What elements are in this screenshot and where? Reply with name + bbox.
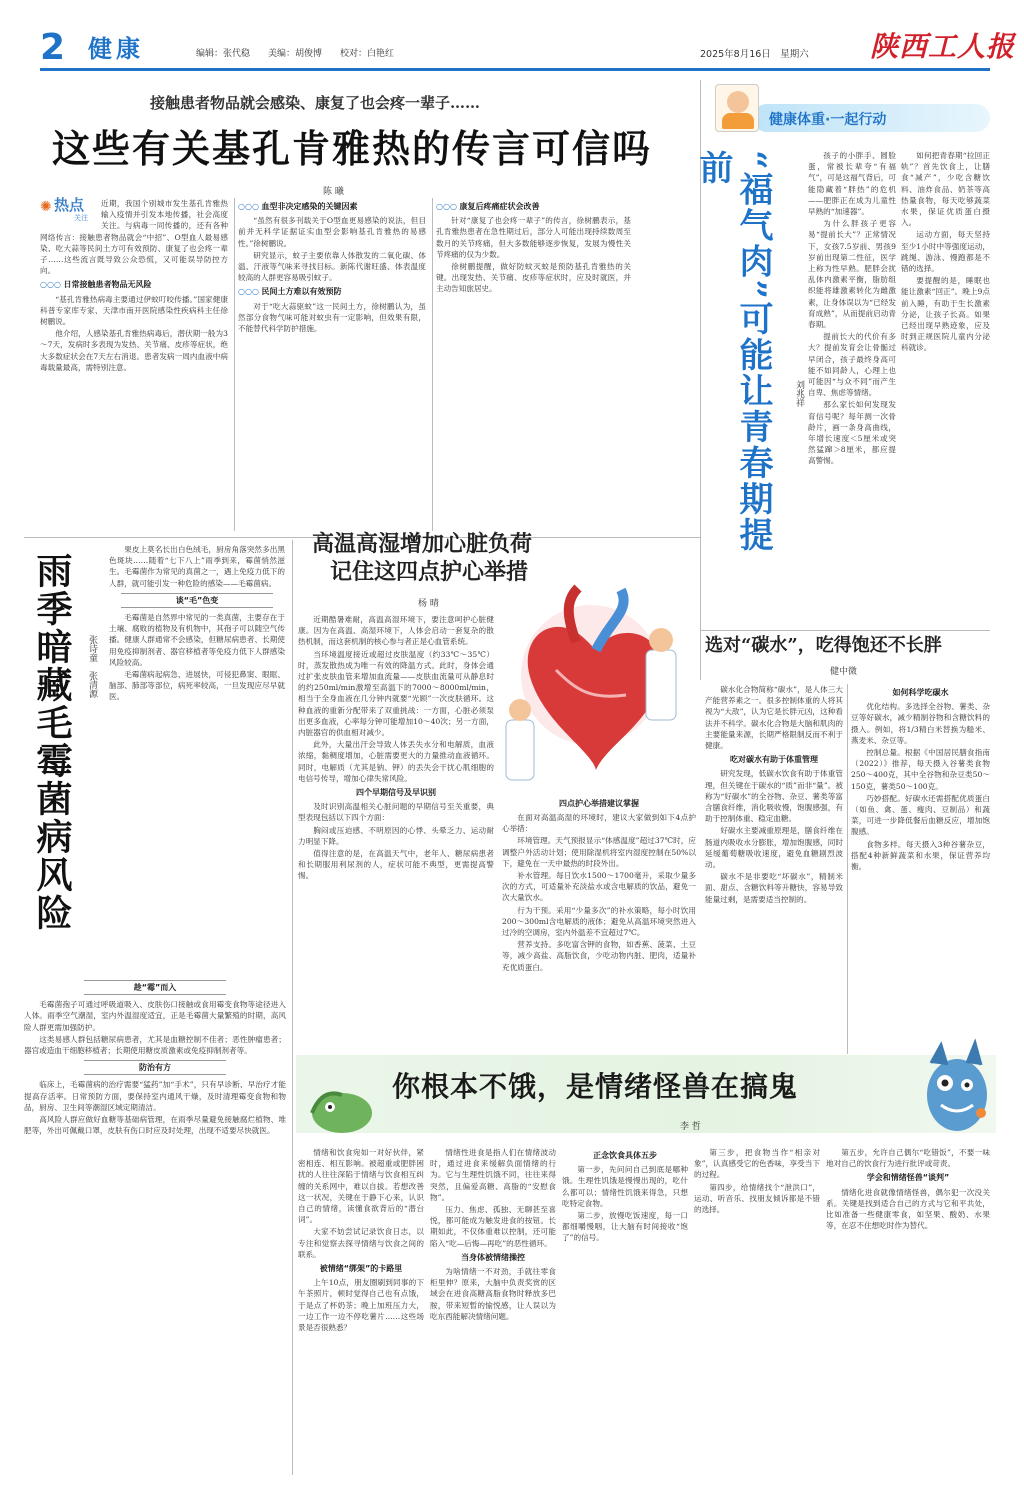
article-author: 健中微 <box>830 667 858 677</box>
paragraph: 行为干预。采用“少量多次”的补水策略，每小时饮用200～300ml含电解质的液体；避免从高温环境突然进入过冷的空调房，室内外温差不宜超过7℃。 <box>502 905 696 938</box>
article-kicker: 接触患者物品就会感染、康复了也会疼一辈子…… <box>150 94 481 112</box>
paragraph: 碳水化合物简称“碳水”，是人体三大产能营养素之一。很多控制体重的人将其视为“大敌”，认为它是长胖元凶，这种看法并不科学。碳水化合物是大脑和肌肉的主要能量来源，长期严格限制反而不利于健康。 <box>705 685 843 751</box>
paragraph: 营养支持。多吃富含钾的食物，如香蕉、菠菜、土豆等，减少高盐、高脂饮食，少吃动物内脏、肥肉，适量补充优质蛋白。 <box>502 940 696 972</box>
lead-paragraph: 近期，我国个别城市发生基孔肯雅热输入疫情并引发本地传播，社会高度关注。与病毒一同传播的，还有各种网络传言：接触患者物品就会“中招”、O型血人最易感染、吃大蒜等民间土方可有效预防、康复了也会疼一辈子……这些流言既导致公众恐慌，又可能误导防控方向。 <box>40 199 228 276</box>
vertical-title: 雨季暗藏毛霉菌病风险 <box>31 552 73 932</box>
paragraph: 此外，大量出汗会导致人体丢失水分和电解质，血液浓缩，黏稠度增加，心脏需要更大的力量推动血液循环。同时，电解质（尤其是钠、钾）的丢失会干扰心肌细胞的电信号传导，增加心律失常风险。 <box>298 740 494 783</box>
subheading-2: 当身体被情绪操控 <box>461 1252 525 1262</box>
paragraph: 碳水不是非要吃“坏碳水”，精制米面、甜点、含糖饮料等升糖快，容易导致能量过剩，是需要适当控制的。 <box>705 872 843 904</box>
article-author: 陈 曦 <box>323 187 344 197</box>
paragraph: 临床上，毛霉菌病的治疗需要“猛药”加“手术”，只有早诊断、早治疗才能提高存活率。日常预防方面，要保持室内通风干燥，及时清理霉变食物和物品，厨房、卫生间等潮湿区域定期清洁。 <box>24 1080 286 1112</box>
paragraph: 那么家长如何发现发育信号呢？每年测一次骨龄片，画一条身高曲线，年增长速度＜5厘米或突然猛蹿＞8厘米，都应提高警惕。 <box>808 400 896 466</box>
hot-tag <box>40 198 96 224</box>
paragraph: 徐树鹏提醒，做好防蚊灭蚊是预防基孔肯雅热的关键。出现发热、关节痛、皮疹等症状时，应及时就医，并主动告知旅居史。 <box>436 262 631 294</box>
article-author: 李 哲 <box>680 1122 701 1132</box>
paragraph: 如何把青春期“拉回正轨”？首先饮食上，让膳食“减产”，少吃含糖饮料、油炸食品、奶茶等高热量食物，每天吃够蔬菜水果，保证优质蛋白摄入。 <box>901 151 990 228</box>
carb-column-1 <box>705 684 843 1054</box>
paragraph: 第一步，先问问自己到底是哪种饿。生理性饥饿是慢慢出现的，吃什么都可以；情绪性饥饿来得急，只想吃特定食物。 <box>562 1165 688 1208</box>
paragraph: 在面对高温高湿的环境时，建议大家做到如下4点护心举措： <box>502 813 696 834</box>
heart-column-1 <box>298 614 494 1052</box>
hot-tag-sub: 关注 <box>74 214 88 222</box>
subheading-3: 正念饮食具体五步 <box>593 1151 657 1160</box>
health-column-1 <box>808 150 896 632</box>
monster-right-icon <box>921 1035 993 1135</box>
kid-illustration <box>715 84 759 132</box>
fire-icon: ✺ <box>40 199 52 215</box>
paragraph: 提前长大的代价有多大？提前发育会让骨骺过早闭合，孩子最终身高可能不如同龄人，心理上也可能因“与众不同”而产生自卑、焦虑等情绪。 <box>808 332 896 398</box>
kid-icon <box>727 91 749 113</box>
paragraph: 情绪化进食就像情绪怪兽，偶尔犯一次没关系。关键是找到适合自己的方式与它和平共处，比如准备一些健康零食，如坚果、酸奶、水果等，在忍不住想吃时作为替代。 <box>826 1187 990 1231</box>
kid-body-icon <box>722 113 754 129</box>
article-chikungunya <box>40 80 725 535</box>
rainy-column-top <box>109 544 285 974</box>
paragraph: 要提醒的是，睡眠也能让激素“回正”。晚上9点前入睡，有助于生长激素分泌，让孩子长高。如果已经出现早熟迹象，应及时到正规医院儿童内分泌科就诊。 <box>901 276 990 353</box>
article-title: 选对“碳水”，吃得饱还不长胖 <box>705 635 942 656</box>
paragraph: 毛霉菌孢子可通过呼吸道吸入、皮肤伤口接触或食用霉变食物等途径进入人体。雨季空气潮湿，室内外温湿度适宜，正是毛霉菌大量繁殖的时期，高风险人群更需加强防护。 <box>24 1000 286 1032</box>
vertical-title: “福气肉”可能让青春期提前 <box>693 150 773 554</box>
paragraph: 第五步，允许自己偶尔“吃错饭”，不要一味地对自己的饮食行为进行批评或苛责。 <box>826 1148 990 1169</box>
paragraph: 为啥情绪一不对劲，手就往零食柜里伸？原来，大脑中负责奖赏的区域会在进食高糖高脂食物时释放多巴胺，带来短暂的愉悦感，让人误以为吃东西能解决情绪问题。 <box>430 1267 556 1321</box>
paragraph: 胸闷或压迫感、不明原因的心悸、头晕乏力、运动耐力明显下降。 <box>298 825 494 846</box>
paragraph: 对于“吃大蒜驱蚊”这一民间土方，徐树鹏认为，虽然部分食物气味可能对蚊虫有一定影响，但效果有限，不能替代科学防护措施。 <box>238 301 426 334</box>
subheading-4: 学会和情绪怪兽“谈判” <box>866 1173 950 1183</box>
paragraph: 研究发现，低碳水饮食有助于体重管理，但关键在于碳水的“质”而非“量”。被称为“好碳水”的全谷物、杂豆、薯类等富含膳食纤维，消化吸收慢，饱腹感强，有助于控制体重、稳定血糖。 <box>705 769 843 824</box>
subheading-1: 四个早期信号及早识别 <box>356 788 436 798</box>
rainy-column-bottom <box>24 976 286 1476</box>
subheading-2: 如何科学吃碳水 <box>892 688 949 697</box>
subheading-1: 吃对碳水有助于体重管理 <box>730 755 818 765</box>
article-column-2 <box>238 198 426 531</box>
illustration-caption: 四点护心举措建议掌握 <box>559 799 639 808</box>
hot-tag-text: 热点 <box>54 196 85 214</box>
paragraph: 压力、焦虑、孤独、无聊甚至喜悦，都可能成为触发进食的按钮。长期如此，不仅体重难以控制，还可能陷入“吃—后悔—再吃”的恶性循环。 <box>430 1205 556 1248</box>
emotion-column-3 <box>562 1147 688 1481</box>
page-header <box>0 0 1024 72</box>
subheading-2: ○○○ 血型非决定感染的关键因素 <box>238 201 426 212</box>
title-line-2: 记住这四点护心举措 <box>330 559 529 585</box>
column-divider <box>234 198 235 531</box>
paragraph: 他介绍，人感染基孔肯雅热病毒后，潜伏期一般为3～7天，发病时多表现为发热、关节痛、皮疹等症状，绝大多数症状会在7天左右消退。患者发病一周内血液中病毒载量最高，需特别注意。 <box>40 329 228 372</box>
paragraph: 针对“康复了也会疼一辈子”的传言，徐树鹏表示，基孔肯雅热患者在急性期过后，部分人可能出现持续数周至数月的关节疼痛，但大多数能够逐步恢复，发展为慢性关节疼痛的仅为少数。 <box>436 216 631 259</box>
banner-text: 健康体重·一起行动 <box>769 112 887 128</box>
section-divider <box>700 630 990 631</box>
subheading-1: 谈“毛”色变 <box>121 593 273 608</box>
article-health-weight <box>693 80 990 630</box>
header-rule <box>40 68 990 71</box>
paragraph: 第二步，放慢吃饭速度，每一口都细嚼慢咽，让大脑有时间接收“饱了”的信号。 <box>562 1211 688 1243</box>
paragraph: 及时识别高温相关心脏问题的早期信号至关重要，典型表现包括以下四个方面： <box>298 802 494 823</box>
column-divider <box>847 684 848 1054</box>
paragraph: 为什么胖孩子更容易“提前长大”？正常情况下，女孩7.5岁前、男孩9岁前出现第二性征，医学上称为性早熟。肥胖会扰乱体内激素平衡，脂肪组织能将雄激素转化为雌激素，让身体误以为“已经发育成熟”，从而提前启动青春期。 <box>808 219 896 330</box>
paragraph: 食物多样。每天摄入3种谷薯杂豆，搭配4种新鲜蔬菜和水果，保证营养均衡。 <box>851 839 990 872</box>
paragraph: 优化结构。多选择全谷物、薯类、杂豆等好碳水，减少精制谷物和含糖饮料的摄入。例如，将1/3精白米替换为糙米、燕麦米、杂豆等。 <box>851 702 990 745</box>
paragraph: 好碳水主要减重原理是，膳食纤维在肠道内吸收水分膨胀，增加饱腹感，同时延缓葡萄糖吸收速度，避免血糖剧烈波动。 <box>705 826 843 870</box>
paragraph: 上午10点，朋友圈刷到同事的下午茶照片，顿时觉得自己也有点饿，于是点了杯奶茶；晚上加班压力大，一边工作一边不停吃薯片……这些场景是否很熟悉？ <box>298 1278 424 1333</box>
paragraph: 高风险人群应做好血糖等基础病管理，在雨季尽量避免接触腐烂植物、堆肥等，外出可佩戴口罩，皮肤有伤口时应及时处理，出现不适要尽快就医。 <box>24 1115 286 1136</box>
article-emotional-eating <box>296 1055 996 1483</box>
paragraph: 情绪和饮食宛如一对好伙伴，紧密相连、相互影响。被超重或肥胖困扰的人往往深陷于情绪与饮食相互纠缠的关系网中，难以自拔。若想改善这一状况，关键在于静下心来，认识自己的情绪，读懂食欲背后的“潜台词”。 <box>298 1148 424 1225</box>
paragraph: 第三步，把食物当作“相亲对象”，认真感受它的色香味，享受当下的过程。 <box>694 1148 820 1180</box>
column-divider <box>292 540 293 1475</box>
article-title: 你根本不饿，是情绪怪兽在搞鬼 <box>392 1070 799 1103</box>
subheading-1: ○○○ 日常接触患者物品无风险 <box>40 279 228 290</box>
masthead-logo: 陕西工人报 <box>870 30 1016 63</box>
paragraph: 近期酷暑难耐，高温高湿环境下，要注意呵护心脏健康。因为在高温、高湿环境下，人体会启动一套复杂的散热机制，而这套机制的核心参与者正是心血管系统。 <box>298 615 494 647</box>
monster-left-icon <box>302 1073 382 1133</box>
paragraph: 果皮上莫名长出白色绒毛，厨房角落突然多出黑色斑块……随着“七下八上”雨季到来，霉菌悄然滋生。毛霉菌作为常见的真菌之一，遇上免疫力低下的人群，就可能引发一种危险的感染——毛霉菌病。 <box>109 545 285 588</box>
paragraph: 补水管理。每日饮水1500～1700毫升，采取少量多次的方式，可适量补充淡盐水或含电解质的饮品，避免一次大量饮水。 <box>502 871 696 903</box>
article-title <box>312 530 532 586</box>
carb-column-2 <box>851 684 990 1054</box>
heart-illustration <box>496 580 696 795</box>
article-column-3 <box>436 198 631 531</box>
paragraph: 运动方面，每天坚持至少1小时中等强度运动，跳绳、游泳、慢跑都是不错的选择。 <box>901 230 990 274</box>
paragraph: 这类易感人群包括糖尿病患者，尤其是血糖控制不佳者；恶性肿瘤患者；器官或造血干细胞移植者；长期使用糖皮质激素或免疫抑制剂者等。 <box>24 1034 286 1056</box>
subheading-4: ○○○ 康复后疼痛症状会改善 <box>436 201 631 212</box>
section-name: 健康 <box>88 35 144 63</box>
paragraph: 情绪性进食是指人们在情绪波动时，通过进食来缓解负面情绪的行为。它与生理性饥饿不同，往往来得突然，且偏爱高糖、高脂的“安慰食物”。 <box>430 1148 556 1202</box>
paragraph: 毛霉菌是自然界中常见的一类真菌，主要存在于土壤、腐败的植物及有机物中，其孢子可以随空气传播。健康人群通常不会感染，但糖尿病患者、长期使用免疫抑制剂者、器官移植者等免疫力低下人群感染风险较高。 <box>109 613 285 667</box>
paragraph: 研究显示，蚊子主要依靠人体散发的二氧化碳、体温、汗液等气味来寻找目标。新陈代谢旺盛、体表温度较高的人群更容易吸引蚊子。 <box>238 250 426 283</box>
editor-credits: 编辑：张代稳 美编：胡俊博 校对：白艳红 <box>196 49 395 59</box>
paragraph: “基孔肯雅热病毒主要通过伊蚊叮咬传播。”国家健康科普专家库专家、天津市南开医院感染性疾病科主任徐树鹏说。 <box>40 294 228 327</box>
section-banner <box>753 104 990 132</box>
subheading-1: 被情绪“绑架”的卡路里 <box>319 1264 403 1274</box>
vertical-author: 刘兆祥 <box>794 380 804 407</box>
article-column-1 <box>40 198 228 531</box>
paragraph: 当环境温度接近或超过皮肤温度（约33℃～35℃）时，蒸发散热成为唯一有效的降温方式。此时，身体会通过扩张皮肤血管来增加血流量——皮肤血流量可从静息时的约250ml/min激增至高温下的7000～8000ml/min，相当于全身血液在几分钟内就要“光顾”一次皮肤循环。这种血液的重新分配带来了双重挑战：一方面，心脏必须泵出更多血液，心率每分钟可能增加10～40次；另一方面，内脏器官的供血相对减少。 <box>298 649 494 738</box>
paragraph: 孩子的小胖手、圆脸蛋，常被长辈夸“有福气”，可是这福气背后，可能隐藏着“胖热”的危机——肥胖正在成为儿童性早熟的“加速器”。 <box>808 151 896 217</box>
paragraph: 巧妙搭配。好碳水还需搭配优质蛋白（如鱼、禽、蛋、瘦肉、豆制品）和蔬菜，可进一步降低餐后血糖反应，增加饱腹感。 <box>851 793 990 837</box>
subheading-2: 趁“霉”而入 <box>84 980 226 995</box>
health-column-2 <box>901 150 990 632</box>
article-heart-care <box>296 530 700 1055</box>
paragraph: 控制总量。根据《中国居民膳食指南（2022）》推荐，每天摄入谷薯类食物250～400克，其中全谷物和杂豆类50～150克，薯类50～100克。 <box>851 748 990 791</box>
paragraph: 值得注意的是，在高温天气中，老年人、糖尿病患者和长期服用利尿剂的人，症状可能不典型，更需提高警惕。 <box>298 849 494 881</box>
article-carbs <box>705 632 990 1055</box>
article-mucormycosis <box>24 540 289 1480</box>
emotion-column-1 <box>298 1147 424 1481</box>
paragraph: 第四步，给情绪找个“泄洪口”，运动、听音乐、找朋友倾诉都是不错的选择。 <box>694 1182 820 1215</box>
paragraph: 环境管理。天气预报显示“体感温度”超过37℃时，应调整户外活动计划；使用除湿机将室内湿度控制在50%以下，避免在一天中最热的时段外出。 <box>502 836 696 868</box>
article-author: 杨 晴 <box>418 599 439 609</box>
paragraph: “虽然有很多刊载关于O型血更易感染的说法，但目前并无科学证据证实血型会影响基孔肯雅热的易感性。”徐树鹏说。 <box>238 216 426 248</box>
heart-column-2 <box>502 812 696 1052</box>
article-title: 这些有关基孔肯雅热的传言可信吗 <box>52 126 653 171</box>
title-line-1: 高温高湿增加心脏负荷 <box>312 531 533 557</box>
paragraph: 毛霉菌病起病急、进展快，可侵犯鼻窦、眼眶、脑部、肺部等部位，病死率较高，一旦发现应尽早就医。 <box>109 670 285 702</box>
vertical-authors: 张诗童 张清源 <box>87 635 97 698</box>
column-divider <box>432 198 433 531</box>
paragraph: 大家不妨尝试记录饮食日志，以专注和觉察去探寻情绪与饮食之间的联系。 <box>298 1227 424 1259</box>
subheading-3: ○○○ 民间土方难以有效预防 <box>238 286 426 297</box>
subheading-3: 防治有方 <box>84 1060 226 1075</box>
page-number: 2 <box>40 27 66 68</box>
issue-date: 2025年8月16日 星期六 <box>700 49 809 60</box>
emotion-column-2 <box>430 1147 556 1481</box>
emotion-column-5 <box>826 1147 990 1481</box>
heart-svg <box>496 580 696 795</box>
emotion-column-4 <box>694 1147 820 1481</box>
